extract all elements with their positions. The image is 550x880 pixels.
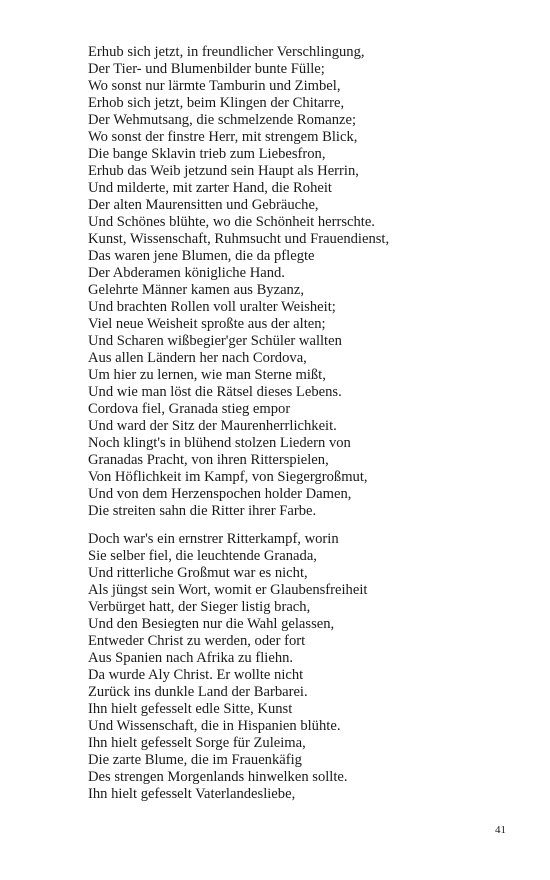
verse-line: Gelehrte Männer kamen aus Byzanz, — [88, 282, 304, 298]
verse-line: Da wurde Aly Christ. Er wollte nicht — [88, 667, 304, 683]
verse-line: Ihn hielt gefesselt edle Sitte, Kunst — [88, 701, 293, 717]
verse-line: Die bange Sklavin trieb zum Liebesfron, — [88, 146, 326, 162]
verse-line: Cordova fiel, Granada stieg empor — [88, 401, 291, 417]
verse-line: Entweder Christ zu werden, oder fort — [88, 633, 306, 649]
verse-line: Die zarte Blume, die im Frauenkäfig — [88, 752, 302, 768]
verse-line: Erhub das Weib jetzund sein Haupt als Herrin, — [88, 163, 359, 179]
verse-line: Sie selber fiel, die leuchtende Granada, — [88, 548, 317, 564]
verse-line: Ihn hielt gefesselt Vaterlandesliebe, — [88, 786, 296, 802]
verse-line: Kunst, Wissenschaft, Ruhmsucht und Frauendienst, — [88, 231, 390, 247]
verse-line: Der Tier- und Blumenbilder bunte Fülle; — [88, 61, 325, 77]
verse-line: Noch klingt's in blühend stolzen Liedern von — [88, 435, 351, 451]
verse-line: Der Wehmutsang, die schmelzende Romanze; — [88, 112, 357, 128]
page-number: 41 — [495, 824, 506, 836]
verse-line: Doch war's ein ernstrer Ritterkampf, worin — [88, 531, 339, 547]
verse-line: Und von dem Herzenspochen holder Damen, — [88, 486, 352, 502]
verse-line: Wo sonst der finstre Herr, mit strengem Blick, — [88, 129, 358, 145]
verse-line: Erhub sich jetzt, in freundlicher Verschlingung, — [88, 44, 365, 60]
stanza-1 — [88, 44, 389, 520]
verse-line: Viel neue Weisheit sproßte aus der alten; — [88, 316, 326, 332]
verse-line: Und ritterliche Großmut war es nicht, — [88, 565, 308, 581]
verse-line: Aus allen Ländern her nach Cordova, — [88, 350, 307, 366]
verse-line: Und wie man löst die Rätsel dieses Lebens. — [88, 384, 342, 400]
stanza-2 — [88, 531, 367, 803]
verse-line: Wo sonst nur lärmte Tamburin und Zimbel, — [88, 78, 341, 94]
verse-line: Und Wissenschaft, die in Hispanien blühte. — [88, 718, 341, 734]
verse-line: Der alten Maurensitten und Gebräuche, — [88, 197, 319, 213]
verse-line: Des strengen Morgenlands hinwelken sollte. — [88, 769, 348, 785]
verse-line: Der Abderamen königliche Hand. — [88, 265, 285, 281]
verse-line: Als jüngst sein Wort, womit er Glaubensfreiheit — [88, 582, 368, 598]
verse-line: Aus Spanien nach Afrika zu fliehn. — [88, 650, 294, 666]
verse-line: Und milderte, mit zarter Hand, die Roheit — [88, 180, 332, 196]
verse-line: Das waren jene Blumen, die da pflegte — [88, 248, 315, 264]
verse-line: Zurück ins dunkle Land der Barbarei. — [88, 684, 308, 700]
verse-line: Und Scharen wißbegier'ger Schüler wallten — [88, 333, 342, 349]
verse-line: Und brachten Rollen voll uralter Weisheit; — [88, 299, 336, 315]
verse-line: Und ward der Sitz der Maurenherrlichkeit. — [88, 418, 337, 434]
verse-line: Verbürget hatt, der Sieger listig brach, — [88, 599, 311, 615]
verse-line: Granadas Pracht, von ihren Ritterspielen, — [88, 452, 329, 468]
verse-line: Und Schönes blühte, wo die Schönheit herrschte. — [88, 214, 375, 230]
verse-line: Ihn hielt gefesselt Sorge für Zuleima, — [88, 735, 306, 751]
verse-line: Von Höflichkeit im Kampf, von Siegergroßmut, — [88, 469, 368, 485]
verse-line: Die streiten sahn die Ritter ihrer Farbe. — [88, 503, 317, 519]
verse-line: Um hier zu lernen, wie man Sterne mißt, — [88, 367, 326, 383]
verse-line: Und den Besiegten nur die Wahl gelassen, — [88, 616, 335, 632]
verse-line: Erhob sich jetzt, beim Klingen der Chitarre, — [88, 95, 345, 111]
